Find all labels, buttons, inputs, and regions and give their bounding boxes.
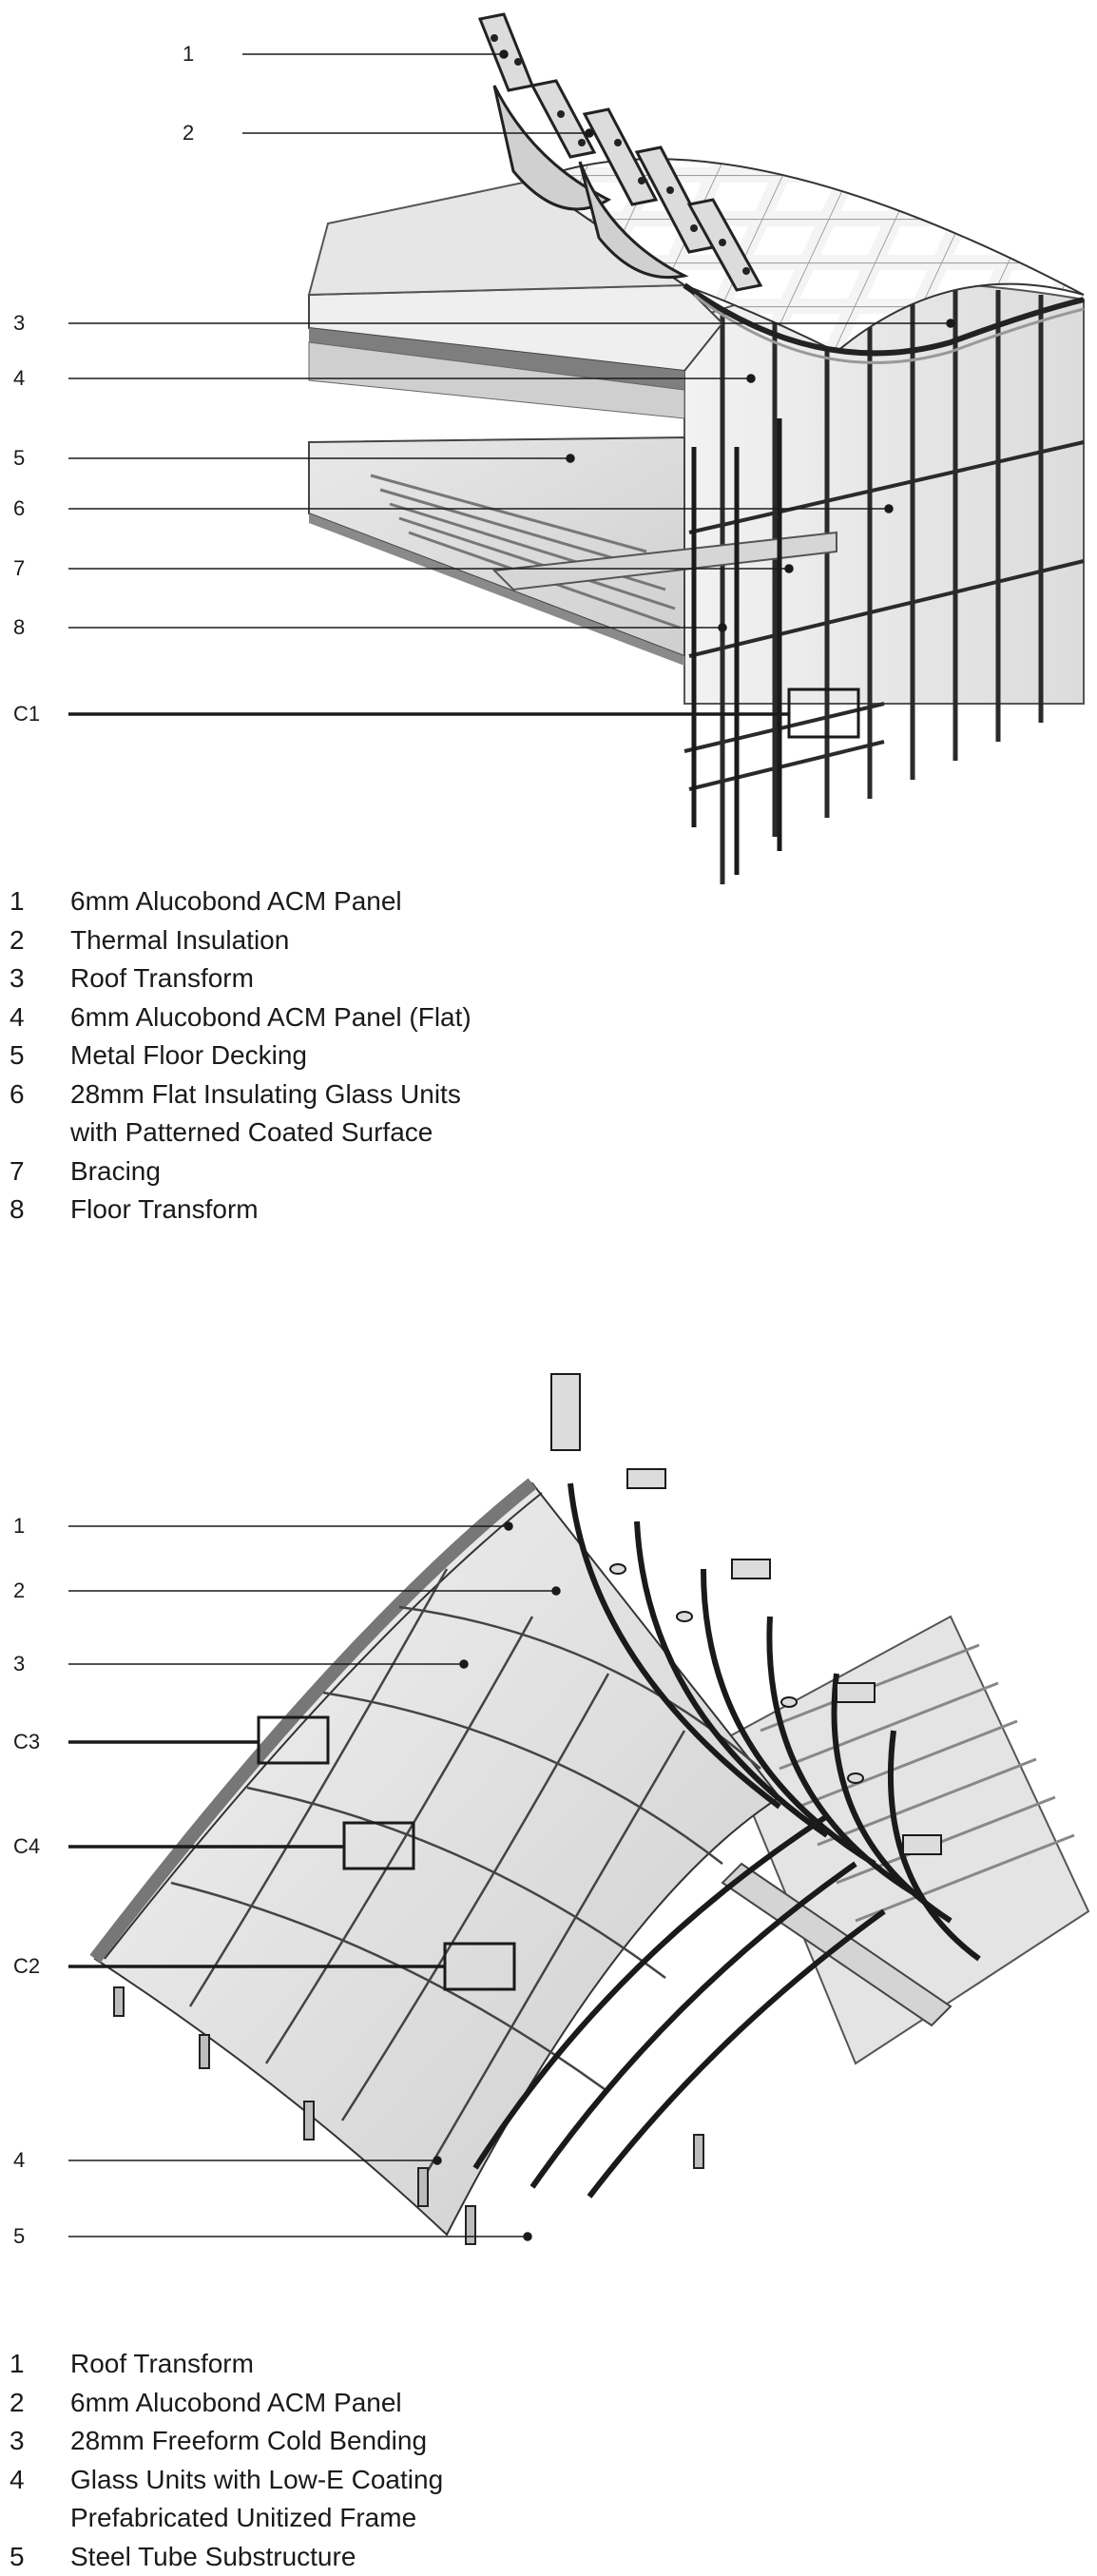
- legend-top-item: [10, 882, 472, 921]
- legend-bottom-item: [10, 2422, 443, 2461]
- legend-top-text: 6mm Alucobond ACM Panel: [70, 882, 472, 921]
- legend-bottom-text: Glass Units with Low-E Coating: [70, 2461, 443, 2500]
- legend-top-item: [10, 1191, 472, 1230]
- callout-bottom-2: 2: [13, 1579, 25, 1603]
- legend-top: [10, 882, 472, 1230]
- bottom-axonometric-diagram: [0, 1331, 1097, 2282]
- legend-top-text: 28mm Flat Insulating Glass Units: [70, 1075, 472, 1114]
- legend-bottom-text: 6mm Alucobond ACM Panel: [70, 2384, 443, 2423]
- legend-bottom-item: [10, 2345, 443, 2384]
- legend-top-num: 3: [10, 959, 70, 998]
- legend-bottom-item: [10, 2384, 443, 2423]
- callout-bottom-1: 1: [13, 1514, 25, 1539]
- legend-top-item: [10, 921, 472, 960]
- legend-bottom-num: 1: [10, 2345, 70, 2384]
- legend-top-text: with Patterned Coated Surface: [70, 1114, 472, 1152]
- legend-bottom-item: [10, 2538, 443, 2576]
- curved-shell: [95, 1483, 779, 2235]
- legend-top-num: 5: [10, 1036, 70, 1075]
- legend-bottom-num: [10, 2499, 70, 2538]
- callout-bottom-c2: C2: [13, 1954, 40, 1979]
- legend-bottom: [10, 2345, 443, 2576]
- callout-bottom-3: 3: [13, 1652, 25, 1676]
- legend-bottom-item: [10, 2499, 443, 2538]
- callout-top-8: 8: [13, 615, 25, 640]
- callout-top-c1: C1: [13, 702, 40, 726]
- legend-top-num: 7: [10, 1152, 70, 1191]
- legend-top-num: 2: [10, 921, 70, 960]
- legend-top-text: 6mm Alucobond ACM Panel (Flat): [70, 998, 472, 1037]
- legend-top-text: Roof Transform: [70, 959, 472, 998]
- legend-bottom-text: Prefabricated Unitized Frame: [70, 2499, 443, 2538]
- legend-top-item: [10, 998, 472, 1037]
- callout-top-2: 2: [183, 121, 194, 145]
- callout-top-4: 4: [13, 366, 25, 391]
- legend-top-text: Floor Transform: [70, 1191, 472, 1230]
- legend-top-item: [10, 1075, 472, 1114]
- callout-bottom-c3: C3: [13, 1730, 40, 1754]
- legend-top-text: Bracing: [70, 1152, 472, 1191]
- callout-top-6: 6: [13, 496, 25, 521]
- top-axonometric-diagram: [0, 0, 1097, 884]
- legend-bottom-num: 5: [10, 2538, 70, 2576]
- legend-top-item: [10, 959, 472, 998]
- legend-top-text: Metal Floor Decking: [70, 1036, 472, 1075]
- legend-bottom-num: 2: [10, 2384, 70, 2423]
- callout-bottom-4: 4: [13, 2148, 25, 2173]
- legend-top-num: [10, 1114, 70, 1152]
- legend-bottom-text: Steel Tube Substructure: [70, 2538, 443, 2576]
- legend-bottom-num: 3: [10, 2422, 70, 2461]
- callout-top-3: 3: [13, 311, 25, 336]
- callout-bottom-5: 5: [13, 2224, 25, 2249]
- legend-bottom-item: [10, 2461, 443, 2500]
- legend-top-num: 6: [10, 1075, 70, 1114]
- rear-facade: [684, 282, 1084, 884]
- legend-top-item: [10, 1036, 472, 1075]
- legend-bottom-text: Roof Transform: [70, 2345, 443, 2384]
- legend-top-text: Thermal Insulation: [70, 921, 472, 960]
- legend-top-num: 4: [10, 998, 70, 1037]
- legend-bottom-num: 4: [10, 2461, 70, 2500]
- callout-bottom-c4: C4: [13, 1834, 40, 1859]
- callout-top-1: 1: [183, 42, 194, 67]
- callout-top-7: 7: [13, 556, 25, 581]
- legend-top-item: [10, 1114, 472, 1152]
- callout-top-5: 5: [13, 446, 25, 471]
- legend-top-num: 8: [10, 1191, 70, 1230]
- legend-top-item: [10, 1152, 472, 1191]
- legend-top-num: 1: [10, 882, 70, 921]
- legend-bottom-text: 28mm Freeform Cold Bending: [70, 2422, 443, 2461]
